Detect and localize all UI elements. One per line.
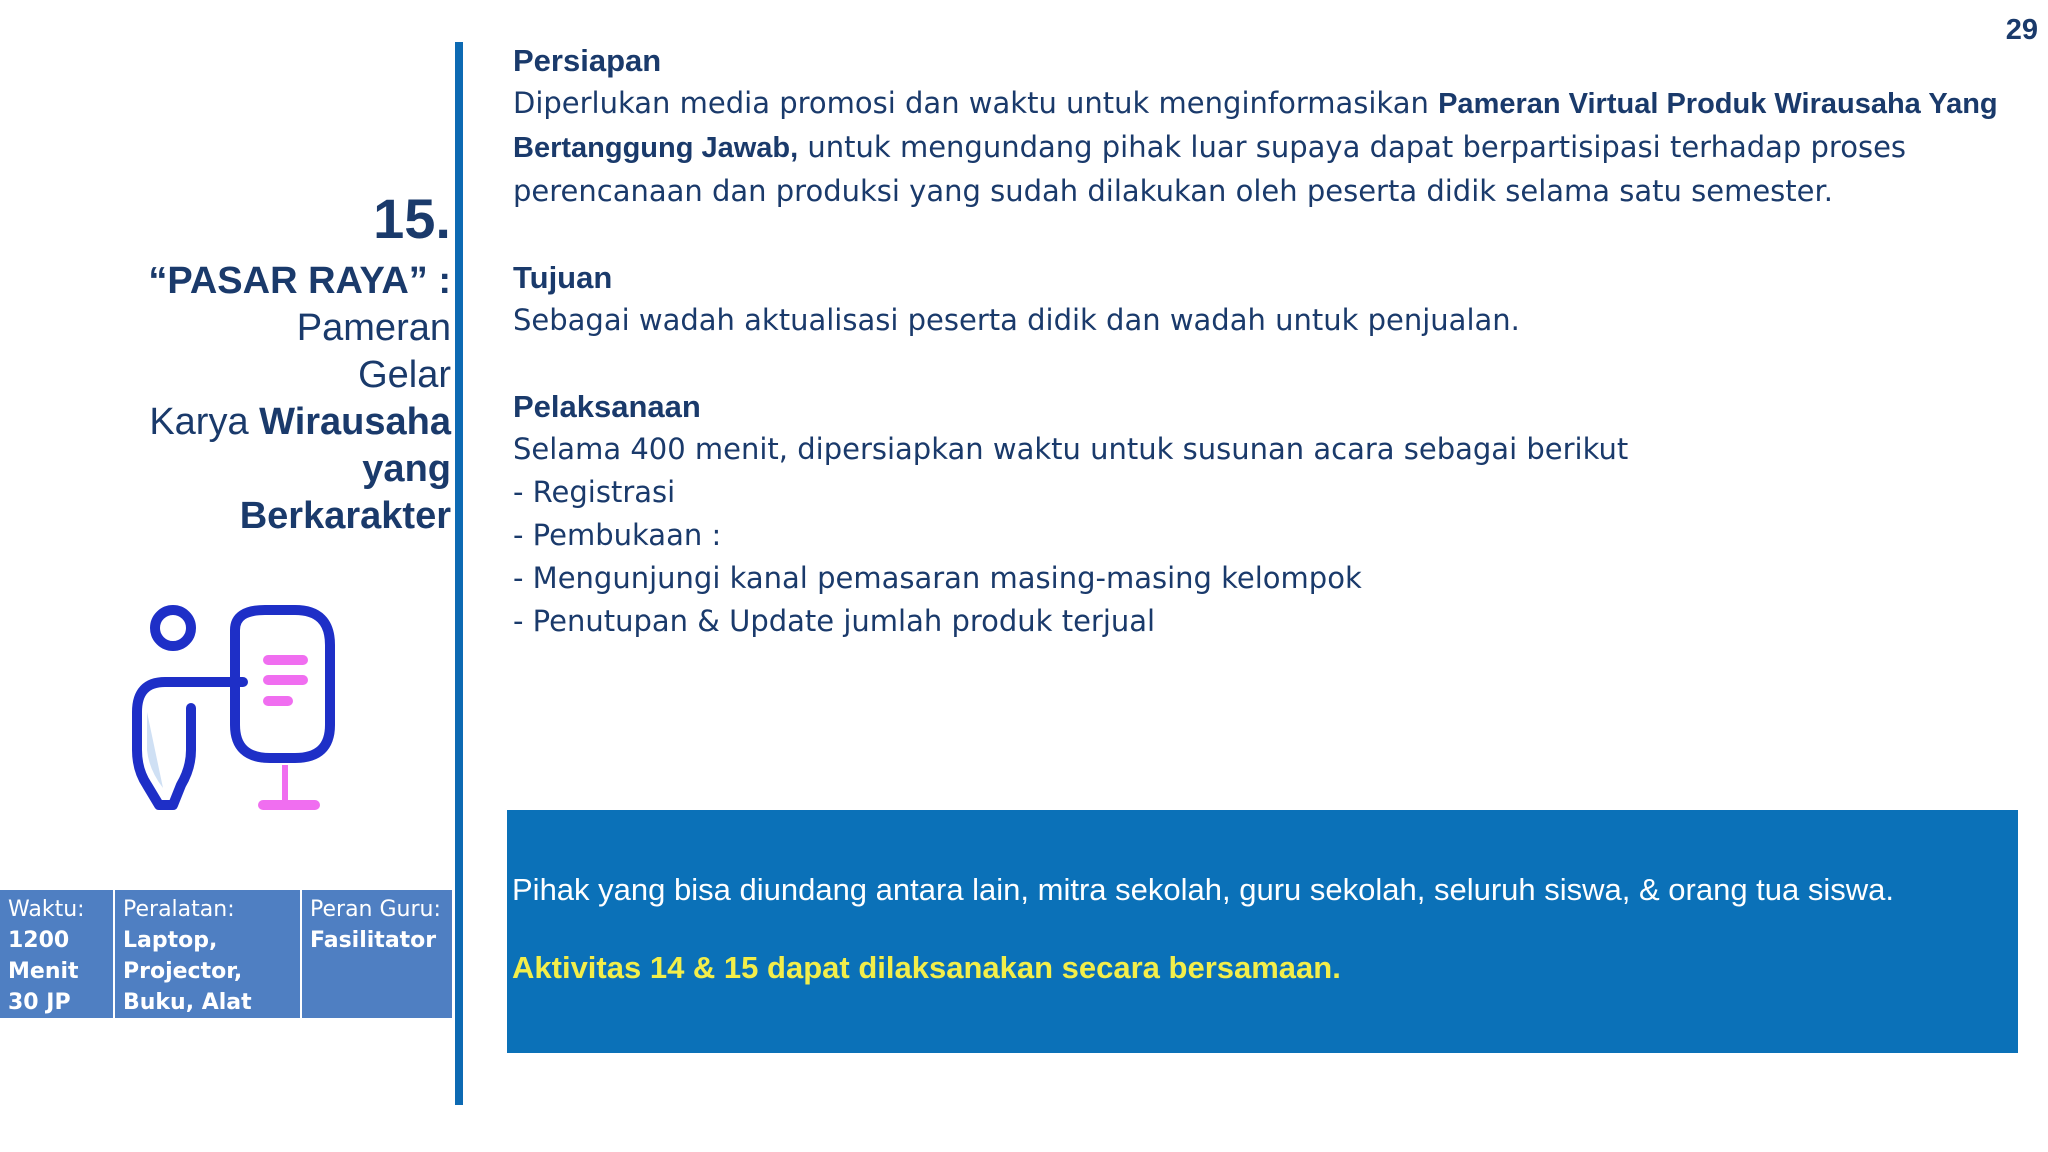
activity-title-line: Berkarakter xyxy=(239,495,451,537)
persiapan-bold-text: Pameran Virtual Produk Wirausaha Yang Bertanggung Jawab, xyxy=(513,88,1998,164)
activity-number: 15. xyxy=(373,187,451,250)
section-heading: Pelaksanaan xyxy=(513,389,701,424)
activity-title-line: Gelar xyxy=(358,354,451,396)
info-col-peralatan xyxy=(115,890,302,1046)
section-persiapan xyxy=(513,40,2003,213)
info-value: Fasilitator xyxy=(310,928,437,953)
section-heading: Tujuan xyxy=(513,260,613,295)
presentation-icon xyxy=(125,600,355,820)
section-text: Selama 400 menit, dipersiapkan waktu untuk susunan acara sebagai berikut xyxy=(513,432,1629,466)
activity-title-line: yang xyxy=(362,448,451,490)
note-text: Pihak yang bisa diundang antara lain, mitra sekolah, guru sekolah, seluruh siswa, & orang tua siswa. xyxy=(512,872,1895,907)
info-value: Laptop, Projector, Buku, Alat tulis xyxy=(123,928,252,1046)
list-item: - Pembukaan : xyxy=(513,518,722,552)
note-highlight: Aktivitas 14 & 15 dapat dilaksanakan secara bersamaan. xyxy=(512,950,1341,985)
info-label: Peran Guru: xyxy=(310,897,441,922)
section-pelaksanaan xyxy=(513,386,2003,643)
info-col-peran-guru xyxy=(302,890,452,1018)
info-table xyxy=(0,890,452,1046)
list-item: - Registrasi xyxy=(513,475,676,509)
page-number: 29 xyxy=(2005,14,2038,46)
activity-title-line: Pameran xyxy=(296,307,451,349)
vertical-divider xyxy=(455,42,463,1105)
section-heading: Persiapan xyxy=(513,43,662,78)
info-value: 1200 Menit 30 JP xyxy=(8,928,79,1015)
activity-title-bold: Wirausaha xyxy=(259,401,451,443)
info-label: Peralatan: xyxy=(123,897,235,922)
persiapan-text: Diperlukan media promosi dan waktu untuk menginformasikan xyxy=(513,86,1439,120)
activity-title xyxy=(148,258,451,540)
activity-title-block xyxy=(148,186,451,540)
content-area xyxy=(513,40,2003,687)
list-item: - Mengunjungi kanal pemasaran masing-masing kelompok xyxy=(513,561,1362,595)
list-item: - Penutupan & Update jumlah produk terjual xyxy=(513,604,1156,638)
activity-title-line xyxy=(148,399,451,446)
info-label: Waktu: xyxy=(8,897,85,922)
info-col-waktu xyxy=(0,890,115,1018)
section-tujuan xyxy=(513,257,2003,342)
activity-title-light: Karya xyxy=(149,401,260,443)
activity-title-line: “PASAR RAYA” : xyxy=(148,260,451,302)
note-box xyxy=(507,810,2018,1053)
section-text: Sebagai wadah aktualisasi peserta didik dan wadah untuk penjualan. xyxy=(513,303,1520,337)
section-text xyxy=(513,82,2003,213)
persiapan-text: untuk mengundang pihak luar supaya dapat berpartisipasi terhadap proses perencanaan dan produksi yang sudah dilakukan oleh peserta didik selama satu semester. xyxy=(513,130,1907,208)
